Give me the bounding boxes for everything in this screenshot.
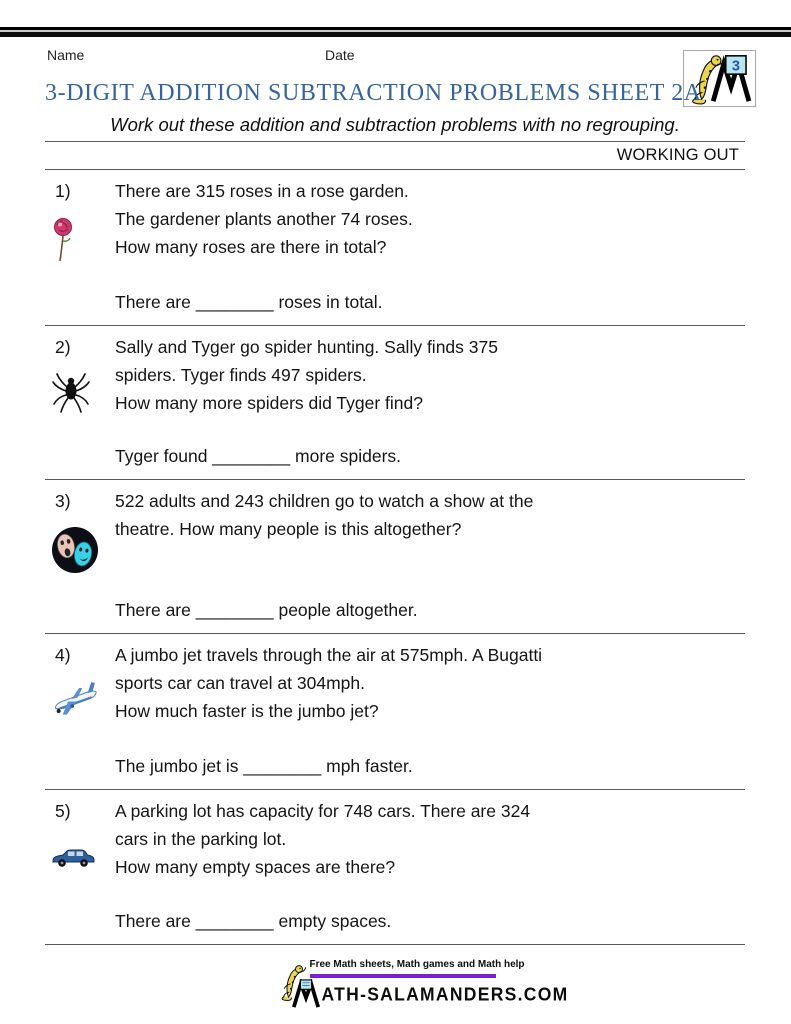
problem-line: sports car can travel at 304mph. — [115, 673, 365, 693]
problem-line: How many more spiders did Tyger find? — [115, 393, 424, 413]
problem-line: How many empty spaces are there? — [115, 857, 396, 877]
airplane-icon — [51, 680, 101, 720]
answer-line: The jumbo jet is ________ mph faster. — [115, 756, 413, 776]
theatre-masks-icon — [51, 526, 99, 574]
page-title: 3-DIGIT ADDITION SUBTRACTION PROBLEMS SHEET 2A — [45, 80, 702, 106]
footer — [0, 956, 791, 1018]
divider — [45, 141, 745, 142]
footer-logo — [278, 956, 569, 1018]
problem-line: A jumbo jet travels through the air at 575mph. A Bugatti — [115, 645, 543, 665]
answer-line: There are ________ roses in total. — [115, 292, 383, 312]
m-easel-icon — [291, 979, 321, 1009]
problem-line: cars in the parking lot. — [115, 829, 287, 849]
problem-number: 4) — [55, 645, 71, 665]
top-border-bar — [0, 27, 791, 37]
page-subtitle: Work out these addition and subtraction problems with no regrouping. — [110, 114, 680, 135]
answer-line: There are ________ empty spaces. — [115, 911, 392, 931]
problem-line: There are 315 roses in a rose garden. — [115, 181, 409, 201]
problem-number: 2) — [55, 337, 71, 357]
problem-number: 3) — [55, 491, 71, 511]
problem-row-4 — [45, 633, 745, 789]
problem-row-3 — [45, 479, 745, 633]
problem-number: 5) — [55, 801, 71, 821]
purple-underline — [310, 974, 496, 978]
problem-line: 522 adults and 243 children go to watch a show at the — [115, 491, 534, 511]
divider — [45, 944, 745, 945]
name-label: Name — [47, 47, 85, 63]
problem-line: spiders. Tyger finds 497 spiders. — [115, 365, 367, 385]
footer-tagline: Free Math sheets, Math games and Math help — [309, 959, 525, 970]
problem-line: How many roses are there in total? — [115, 237, 387, 257]
problem-row-5 — [45, 789, 745, 944]
rose-icon — [51, 216, 75, 262]
answer-line: Tyger found ________ more spiders. — [115, 446, 402, 466]
problem-line: The gardener plants another 74 roses. — [115, 209, 413, 229]
problem-line: Sally and Tyger go spider hunting. Sally finds 375 — [115, 337, 498, 357]
spider-icon — [51, 372, 91, 416]
problem-number: 1) — [55, 181, 71, 201]
answer-line: There are ________ people altogether. — [115, 600, 418, 620]
problem-row-2 — [45, 325, 745, 479]
site-wordmark: ATH-SALAMANDERS.COM — [321, 983, 569, 1005]
problem-line: How much faster is the jumbo jet? — [115, 701, 379, 721]
date-label: Date — [325, 47, 355, 63]
problem-line: A parking lot has capacity for 748 cars. There are 324 — [115, 801, 531, 821]
working-out-label: WORKING OUT — [616, 146, 739, 164]
badge-number: 3 — [731, 58, 740, 75]
problem-row-1 — [45, 169, 745, 325]
problem-line: theatre. How many people is this altogether? — [115, 519, 462, 539]
car-icon — [51, 847, 95, 869]
